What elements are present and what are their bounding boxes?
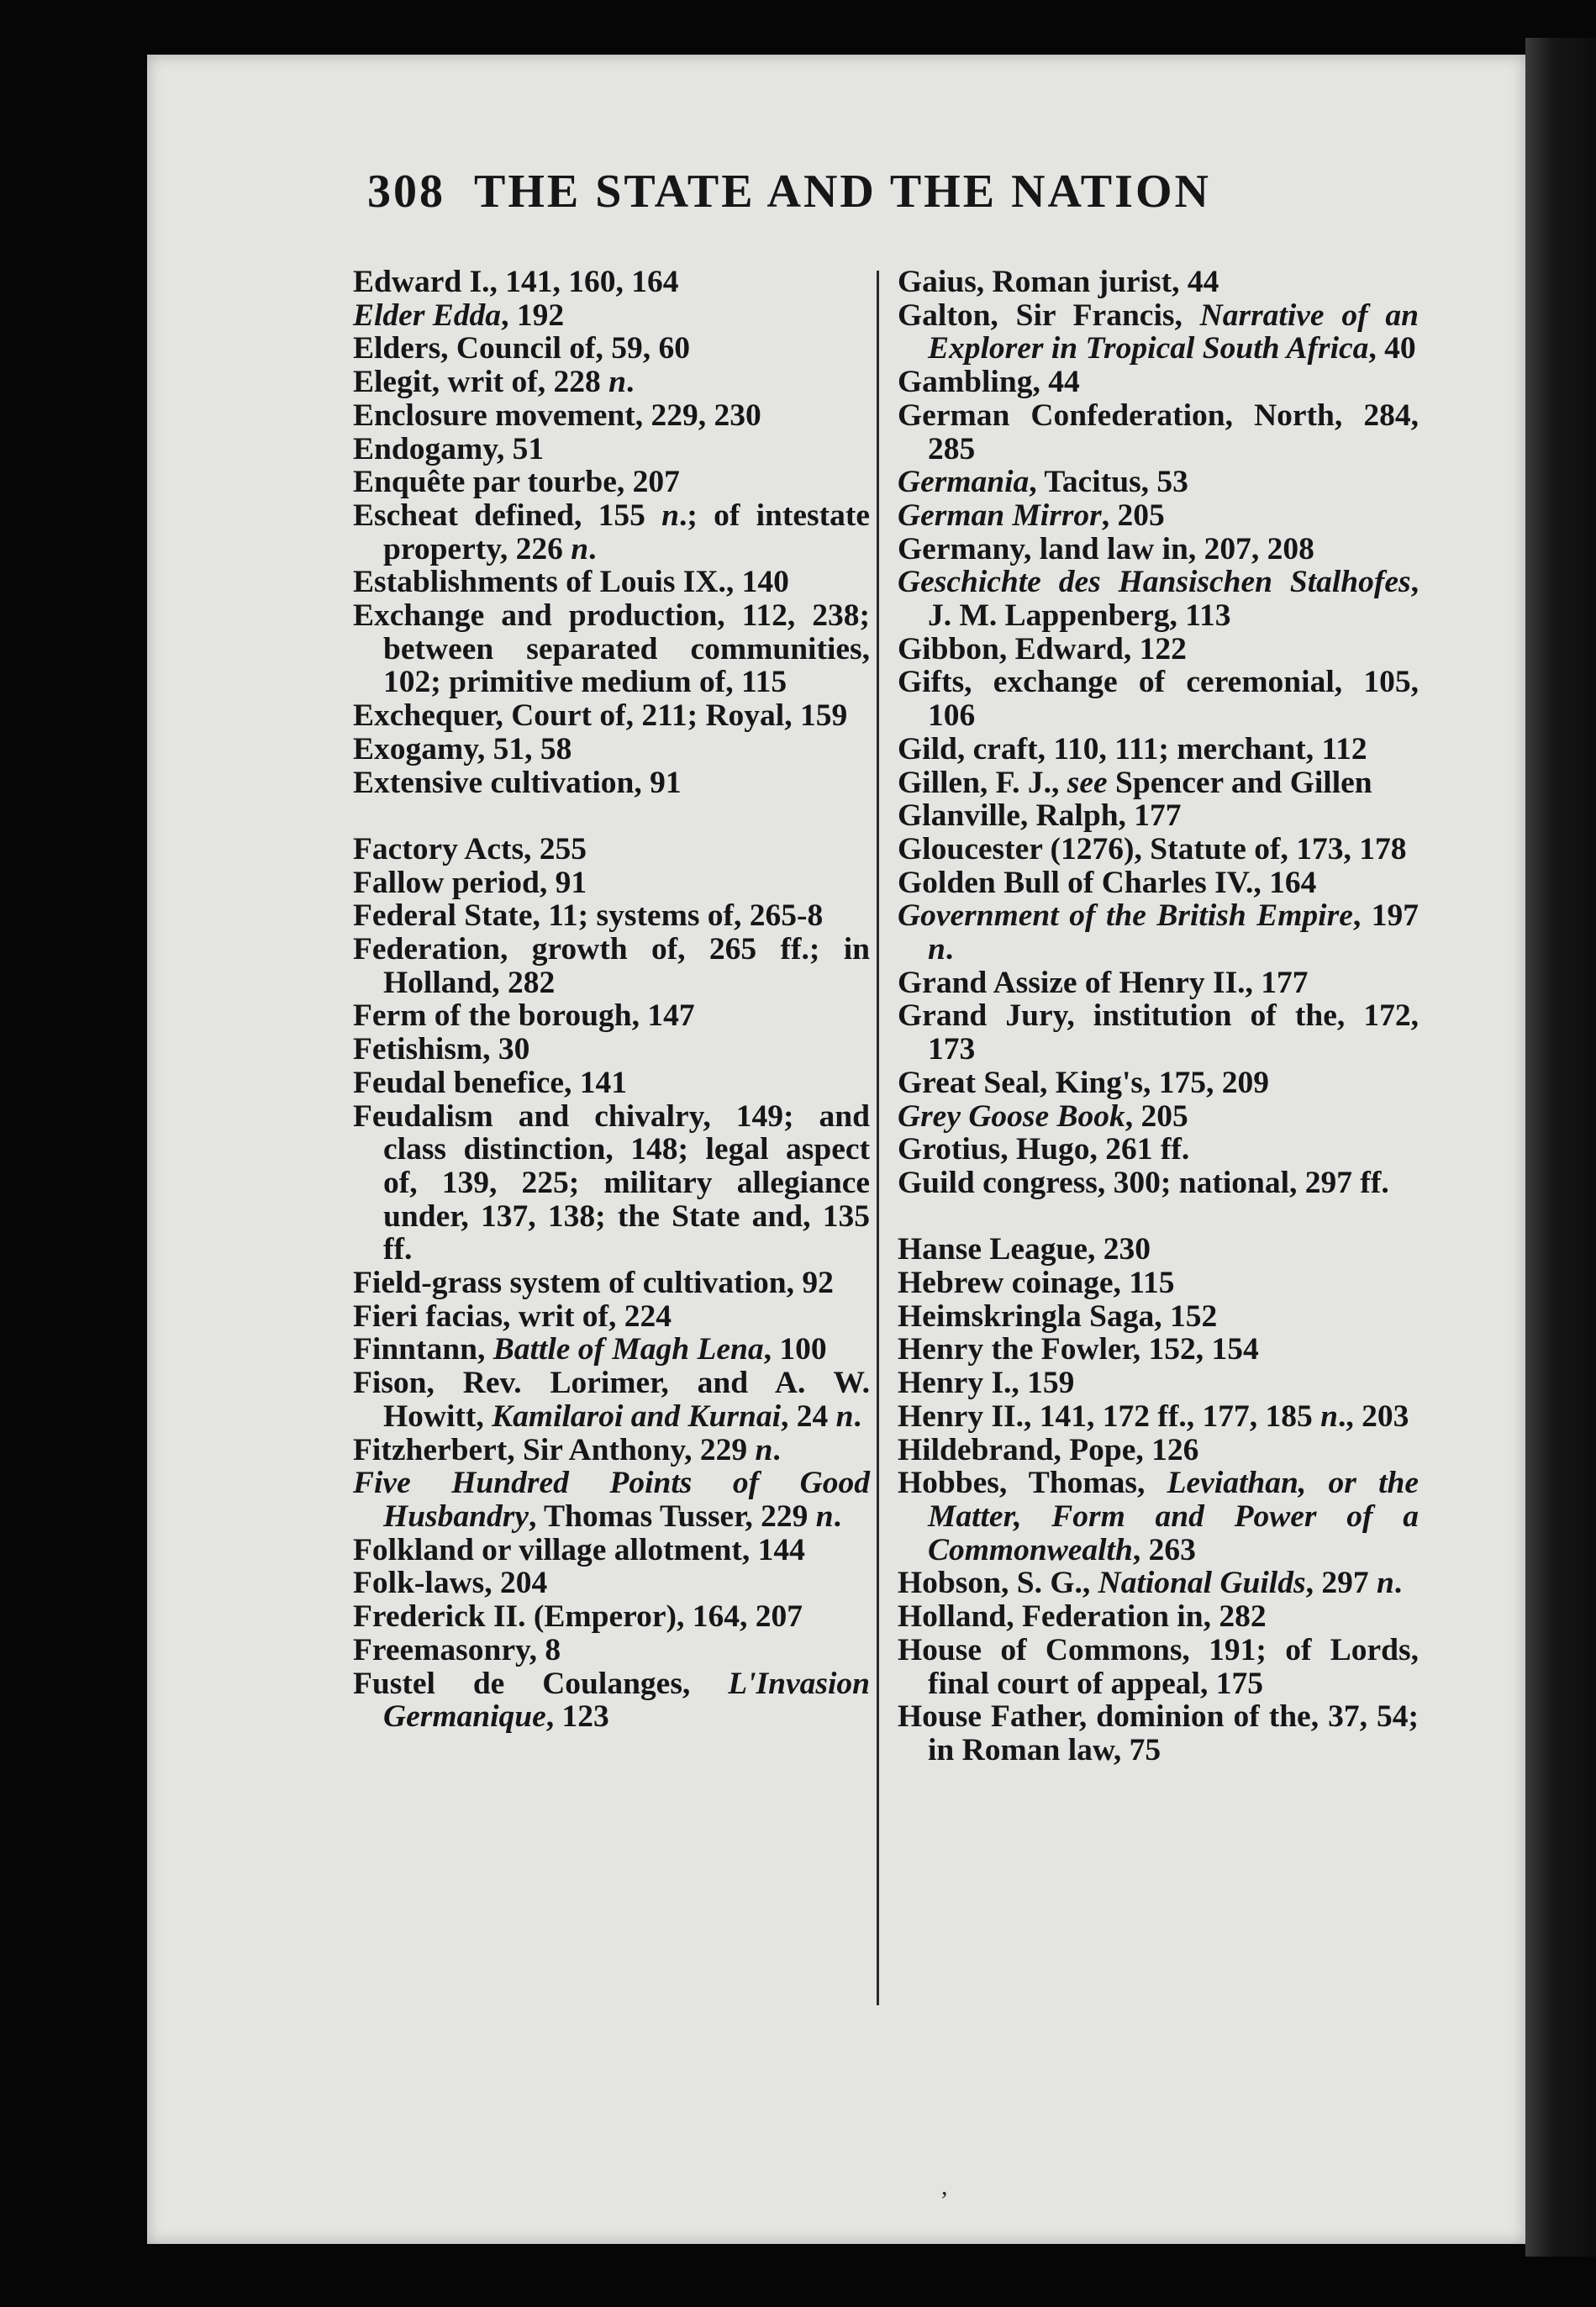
index-entry: House of Commons, 191; of Lords, final court of appeal, 175: [898, 1632, 1419, 1701]
index-entry: Gibbon, Edward, 122: [898, 631, 1187, 666]
index-column-right: [898, 266, 1419, 1767]
index-entry: Edward I., 141, 160, 164: [353, 265, 679, 299]
index-entry: Endogamy, 51: [353, 431, 545, 466]
index-entry: Fetishism, 30: [353, 1032, 530, 1067]
index-entry: Enclosure movement, 229, 230: [353, 398, 761, 433]
index-entry: Elegit, writ of, 228 n.: [353, 365, 635, 400]
index-entry: Factory Acts, 255: [353, 831, 587, 866]
index-entry: Hobson, S. G., National Guilds, 297 n.: [898, 1566, 1403, 1601]
index-entry: Hebrew coinage, 115: [898, 1266, 1175, 1301]
index-entry: Fustel de Coulanges, L'Invasion Germanique, 123: [353, 1666, 870, 1735]
index-entry: Elder Edda, 192: [353, 298, 565, 333]
index-entry: Feudal benefice, 141: [353, 1065, 628, 1100]
index-entry: Gaius, Roman jurist, 44: [898, 265, 1219, 299]
index-entry: House Father, dominion of the, 37, 54; in Roman law, 75: [898, 1699, 1419, 1767]
index-entry: Henry the Fowler, 152, 154: [898, 1332, 1259, 1367]
index-entry: Feudalism and chivalry, 149; and class distinction, 148; legal aspect of, 139, 225; military allegiance under, 137, 138; the State and, 135 ff.: [353, 1098, 870, 1267]
index-entry: Extensive cultivation, 91: [353, 765, 682, 800]
index-entry: Fison, Rev. Lorimer, and A. W. Howitt, Kamilaroi and Kurnai, 24 n.: [353, 1366, 870, 1434]
index-entry: Hobbes, Thomas, Leviathan, or the Matter, Form and Power of a Commonwealth, 263: [898, 1466, 1419, 1567]
letter-gap: [353, 799, 870, 833]
column-divider: [877, 271, 879, 2005]
index-entry: Holland, Federation in, 282: [898, 1599, 1267, 1635]
index-entry: Glanville, Ralph, 177: [898, 798, 1182, 834]
index-entry: Finntann, Battle of Magh Lena, 100: [353, 1332, 827, 1367]
index-entry: Exchange and production, 112, 238; between separated communities, 102; primitive medium of, 115: [353, 598, 870, 700]
index-entry: Grand Jury, institution of the, 172, 173: [898, 998, 1419, 1067]
page-number: 308: [367, 166, 445, 218]
index-entry: German Mirror, 205: [898, 498, 1165, 533]
index-entry: Germania, Tacitus, 53: [898, 465, 1188, 500]
index-entry: Grand Assize of Henry II., 177: [898, 965, 1309, 1000]
index-column-left: [353, 266, 870, 1734]
index-entry: Ferm of the borough, 147: [353, 998, 695, 1034]
index-entry: Geschichte des Hansischen Stalhofes, J. M. Lappenberg, 113: [898, 565, 1419, 634]
index-entry: Folkland or village allotment, 144: [353, 1532, 805, 1567]
index-entry: Hanse League, 230: [898, 1232, 1151, 1267]
index-entry: Federation, growth of, 265 ff.; in Holland, 282: [353, 932, 870, 1000]
index-entry: Guild congress, 300; national, 297 ff.: [898, 1165, 1389, 1200]
index-entry: Fieri facias, writ of, 224: [353, 1298, 672, 1334]
index-entry: Fallow period, 91: [353, 865, 587, 900]
index-entry: Henry I., 159: [898, 1366, 1075, 1401]
index-entry: Field-grass system of cultivation, 92: [353, 1266, 834, 1301]
index-entry: Folk-laws, 204: [353, 1566, 548, 1601]
index-entry: Galton, Sir Francis, Narrative of an Explorer in Tropical South Africa, 40: [898, 298, 1419, 366]
index-entry: Henry II., 141, 172 ff., 177, 185 n., 203: [898, 1398, 1409, 1434]
index-entry: Germany, land law in, 207, 208: [898, 531, 1314, 566]
index-entry: Grey Goose Book, 205: [898, 1098, 1188, 1134]
index-entry: Golden Bull of Charles IV., 164: [898, 865, 1317, 900]
page-header: [367, 165, 1211, 219]
index-entry: Fitzherbert, Sir Anthony, 229 n.: [353, 1432, 781, 1467]
index-entry: Freemasonry, 8: [353, 1632, 561, 1667]
letter-gap: [898, 1200, 1419, 1234]
index-entry: German Confederation, North, 284, 285: [898, 398, 1419, 466]
index-entry: Frederick II. (Emperor), 164, 207: [353, 1599, 803, 1635]
index-entry: Federal State, 11; systems of, 265-8: [353, 898, 824, 934]
index-entry: Government of the British Empire, 197 n.: [898, 898, 1419, 967]
index-entry: Exchequer, Court of, 211; Royal, 159: [353, 698, 848, 734]
index-entry: Hildebrand, Pope, 126: [898, 1432, 1199, 1467]
index-entry: Great Seal, King's, 175, 209: [898, 1065, 1270, 1100]
index-entry: Establishments of Louis IX., 140: [353, 565, 789, 600]
index-entry: Gillen, F. J., see Spencer and Gillen: [898, 765, 1372, 800]
running-title: THE STATE AND THE NATION: [474, 166, 1211, 218]
stray-mark: ,: [941, 2173, 948, 2200]
index-entry: Grotius, Hugo, 261 ff.: [898, 1132, 1190, 1167]
index-entry: Heimskringla Saga, 152: [898, 1298, 1218, 1334]
index-entry: Five Hundred Points of Good Husbandry, Thomas Tusser, 229 n.: [353, 1466, 870, 1534]
index-entry: Elders, Council of, 59, 60: [353, 331, 691, 366]
index-entry: Gild, craft, 110, 111; merchant, 112: [898, 731, 1367, 766]
index-entry: Gifts, exchange of ceremonial, 105, 106: [898, 665, 1419, 734]
index-entry: Exogamy, 51, 58: [353, 731, 572, 766]
index-entry: Gloucester (1276), Statute of, 173, 178: [898, 831, 1407, 866]
book-gutter: [1525, 38, 1596, 2257]
index-entry: Enquête par tourbe, 207: [353, 465, 680, 500]
index-entry: Gambling, 44: [898, 365, 1080, 400]
index-entry: Escheat defined, 155 n.; of intestate property, 226 n.: [353, 498, 870, 566]
